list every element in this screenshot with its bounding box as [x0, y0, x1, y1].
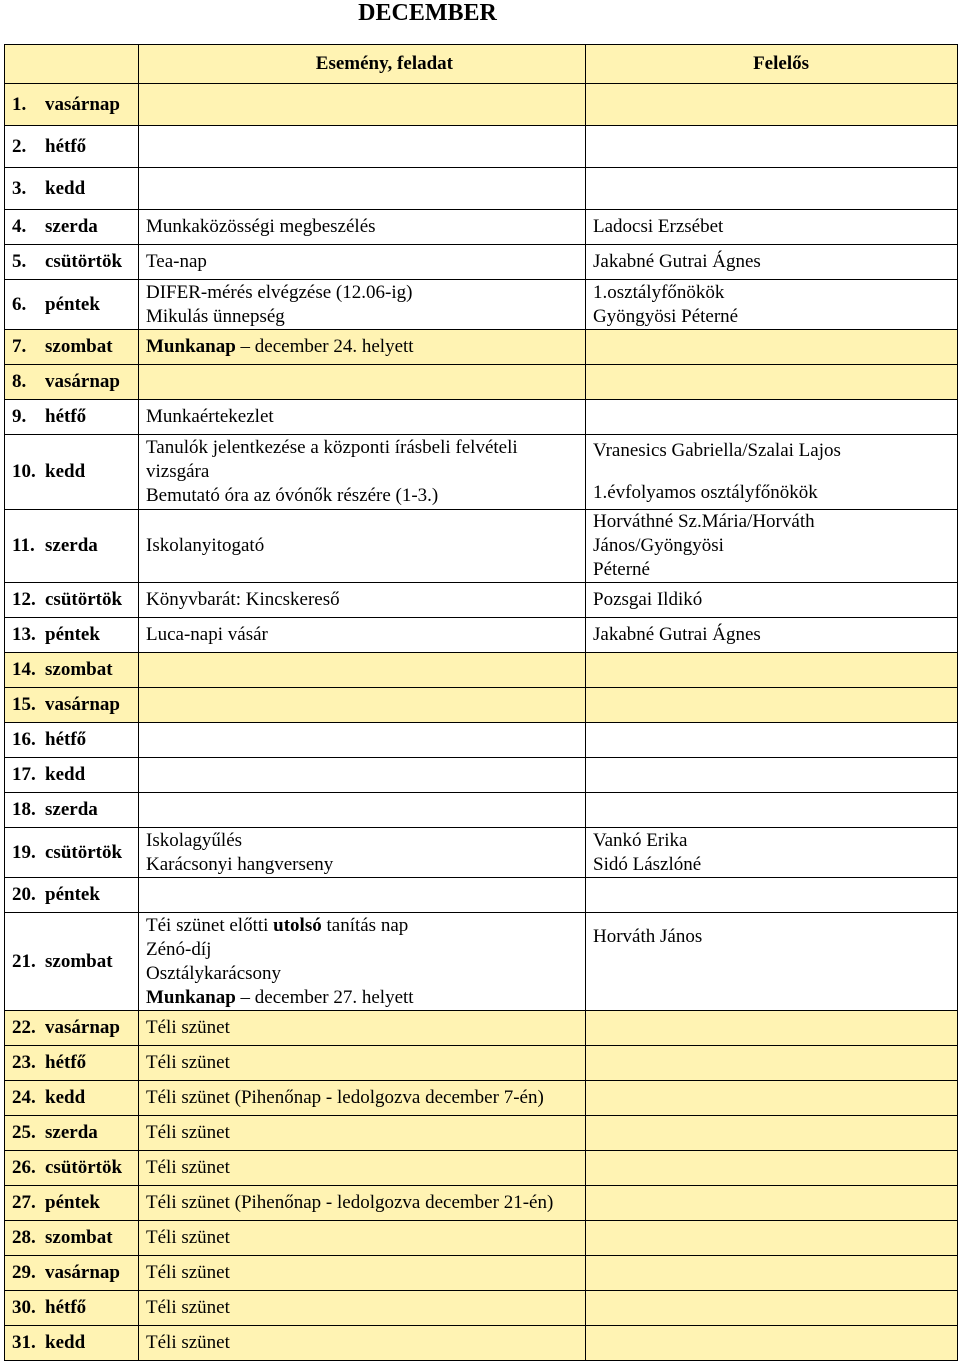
event-cell: Munkaértekezlet: [139, 400, 586, 435]
table-row: [5, 210, 958, 245]
event-cell: Téli szünet (Pihenőnap - ledolgozva december 21-én): [139, 1186, 586, 1221]
responsible-line: Vranesics Gabriella/Szalai Lajos: [593, 440, 841, 461]
responsible-cell: [586, 280, 958, 330]
day-cell: 13. péntek: [5, 618, 139, 653]
responsible-cell: [586, 168, 958, 210]
day-cell: 12. csütörtök: [5, 583, 139, 618]
table-row: [5, 126, 958, 168]
event-cell: Munkaközösségi megbeszélés: [139, 210, 586, 245]
responsible-cell: [586, 1116, 958, 1151]
event-cell: Téli szünet (Pihenőnap - ledolgozva december 7-én): [139, 1081, 586, 1116]
responsible-cell: [586, 435, 958, 510]
table-row: [5, 168, 958, 210]
event-cell: [139, 365, 586, 400]
table-row: [5, 1291, 958, 1326]
table-row: [5, 583, 958, 618]
event-cell: [139, 280, 586, 330]
event-cell: Téli szünet: [139, 1256, 586, 1291]
day-cell: 6. péntek: [5, 280, 139, 330]
event-line: Mikulás ünnepség: [146, 305, 285, 327]
day-cell: 15. vasárnap: [5, 688, 139, 723]
day-cell: 10. kedd: [5, 435, 139, 510]
responsible-line: Sidó Lászlóné: [593, 853, 702, 875]
event-cell: Luca-napi vásár: [139, 618, 586, 653]
table-row: [5, 1011, 958, 1046]
table-row: [5, 688, 958, 723]
header-event: Esemény, feladat: [139, 45, 586, 84]
event-cell: [139, 793, 586, 828]
event-cell: [139, 126, 586, 168]
responsible-line: Gyöngyösi Péterné: [593, 305, 739, 327]
day-cell: 21. szombat: [5, 913, 139, 1011]
responsible-cell: [586, 1011, 958, 1046]
responsible-line: Horváthné Sz.Mária/Horváth János/Gyöngyösi: [593, 511, 815, 556]
event-cell: Könyvbarát: Kincskereső: [139, 583, 586, 618]
day-cell: 17. kedd: [5, 758, 139, 793]
responsible-cell: [586, 723, 958, 758]
event-cell: [139, 168, 586, 210]
responsible-cell: [586, 1326, 958, 1361]
table-row: [5, 653, 958, 688]
day-cell: 14. szombat: [5, 653, 139, 688]
responsible-cell: Jakabné Gutrai Ágnes: [586, 618, 958, 653]
event-cell: [139, 723, 586, 758]
responsible-cell: [586, 1291, 958, 1326]
event-cell: [139, 878, 586, 913]
day-cell: 26. csütörtök: [5, 1151, 139, 1186]
table-header-row: [5, 45, 958, 84]
event-line: Osztálykarácsony: [146, 962, 282, 984]
table-row: [5, 1046, 958, 1081]
responsible-cell: Ladocsi Erzsébet: [586, 210, 958, 245]
responsible-cell: [586, 330, 958, 365]
table-row: [5, 84, 958, 126]
event-line: vizsgára: [146, 461, 210, 482]
event-cell: [139, 688, 586, 723]
responsible-cell: [586, 510, 958, 583]
table-row: [5, 1116, 958, 1151]
table-row: [5, 245, 958, 280]
responsible-cell: [586, 1151, 958, 1186]
day-cell: 24. kedd: [5, 1081, 139, 1116]
workday-note: – december 24. helyett: [235, 336, 414, 357]
responsible-cell: [586, 1221, 958, 1256]
day-cell: 27. péntek: [5, 1186, 139, 1221]
event-line: Munkanap – december 27. helyett: [146, 986, 414, 1008]
event-line: Iskolagyűlés: [146, 829, 243, 851]
day-cell: 9. hétfő: [5, 400, 139, 435]
table-row: [5, 878, 958, 913]
table-row: [5, 1151, 958, 1186]
workday-label: Munkanap: [146, 336, 236, 357]
day-cell: 20. péntek: [5, 878, 139, 913]
table-row: [5, 828, 958, 878]
day-cell: 5. csütörtök: [5, 245, 139, 280]
responsible-cell: [586, 793, 958, 828]
table-row: [5, 400, 958, 435]
responsible-cell: [586, 878, 958, 913]
day-cell: 18. szerda: [5, 793, 139, 828]
table-row: [5, 280, 958, 330]
day-cell: 19. csütörtök: [5, 828, 139, 878]
table-row: [5, 1186, 958, 1221]
december-schedule-table: [4, 44, 958, 1361]
day-cell: 8. vasárnap: [5, 365, 139, 400]
day-cell: 30. hétfő: [5, 1291, 139, 1326]
day-cell: 29. vasárnap: [5, 1256, 139, 1291]
day-cell: 4. szerda: [5, 210, 139, 245]
table-row: [5, 1256, 958, 1291]
responsible-cell: [586, 1081, 958, 1116]
responsible-cell: [586, 400, 958, 435]
event-cell: Téli szünet: [139, 1221, 586, 1256]
event-cell: [139, 84, 586, 126]
event-line: Téi szünet előtti utolsó tanítás nap: [146, 914, 409, 936]
event-cell: Téli szünet: [139, 1291, 586, 1326]
header-day-cell: [5, 45, 139, 84]
event-cell: Téli szünet: [139, 1116, 586, 1151]
table-row: [5, 1326, 958, 1361]
event-cell: Téli szünet: [139, 1326, 586, 1361]
responsible-cell: [586, 1046, 958, 1081]
responsible-cell: [586, 828, 958, 878]
responsible-line: Vankó Erika: [593, 829, 688, 851]
responsible-line: Péterné: [593, 559, 650, 580]
table-row: [5, 435, 958, 510]
responsible-cell: Jakabné Gutrai Ágnes: [586, 245, 958, 280]
day-cell: 2. hétfő: [5, 126, 139, 168]
responsible-line: 1.osztályfőnökök: [593, 281, 725, 303]
header-responsible: Felelős: [586, 45, 958, 84]
table-row: [5, 793, 958, 828]
table-row: [5, 510, 958, 583]
day-cell: 31. kedd: [5, 1326, 139, 1361]
responsible-cell: [586, 126, 958, 168]
table-row: [5, 1081, 958, 1116]
responsible-cell: [586, 1186, 958, 1221]
table-row: [5, 1221, 958, 1256]
responsible-cell: [586, 365, 958, 400]
event-cell: [139, 828, 586, 878]
day-cell: 7. szombat: [5, 330, 139, 365]
event-cell: Téli szünet: [139, 1011, 586, 1046]
responsible-cell: [586, 1256, 958, 1291]
event-line: Karácsonyi hangverseny: [146, 853, 334, 875]
event-cell: [139, 435, 586, 510]
event-line: Tanulók jelentkezése a központi írásbeli felvételi: [146, 437, 518, 458]
event-line: DIFER-mérés elvégzése (12.06-ig): [146, 281, 413, 303]
event-cell: Tea-nap: [139, 245, 586, 280]
responsible-cell: [586, 84, 958, 126]
day-cell: 28. szombat: [5, 1221, 139, 1256]
day-cell: 1. vasárnap: [5, 84, 139, 126]
event-line: Bemutató óra az óvónők részére (1-3.): [146, 485, 439, 506]
responsible-line: 1.évfolyamos osztályfőnökök: [593, 482, 818, 503]
table-row: [5, 913, 958, 1011]
table-row: [5, 330, 958, 365]
table-row: [5, 618, 958, 653]
event-cell: [139, 758, 586, 793]
responsible-cell: [586, 653, 958, 688]
day-cell: 11. szerda: [5, 510, 139, 583]
table-row: [5, 723, 958, 758]
day-cell: 3. kedd: [5, 168, 139, 210]
event-line: Zénó-díj: [146, 938, 212, 960]
table-row: [5, 758, 958, 793]
day-cell: 16. hétfő: [5, 723, 139, 758]
table-row: [5, 365, 958, 400]
event-cell: [139, 330, 586, 365]
day-cell: 23. hétfő: [5, 1046, 139, 1081]
day-cell: 25. szerda: [5, 1116, 139, 1151]
event-cell: [139, 913, 586, 1011]
responsible-cell: [586, 688, 958, 723]
event-cell: Téli szünet: [139, 1046, 586, 1081]
event-cell: Iskolanyitogató: [139, 510, 586, 583]
event-cell: [139, 653, 586, 688]
responsible-cell: Pozsgai Ildikó: [586, 583, 958, 618]
page-title: DECEMBER: [358, 0, 497, 26]
day-cell: 22. vasárnap: [5, 1011, 139, 1046]
responsible-cell: Horváth János: [586, 913, 958, 1011]
event-cell: Téli szünet: [139, 1151, 586, 1186]
responsible-cell: [586, 758, 958, 793]
